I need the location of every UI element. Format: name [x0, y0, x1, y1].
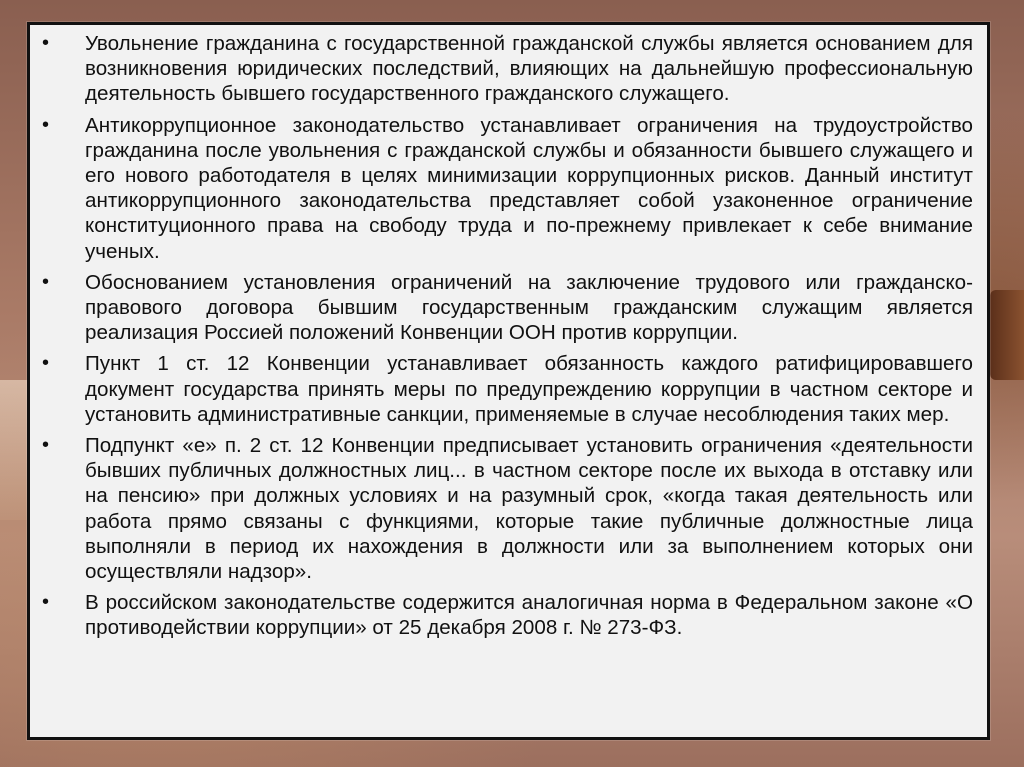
bullet-icon: • [42, 352, 50, 375]
slide-text-panel [27, 22, 990, 740]
bullet-item [42, 590, 973, 640]
bullet-item [42, 351, 973, 427]
bullet-item [42, 433, 973, 584]
bullet-icon: • [42, 32, 50, 54]
bullet-icon: • [42, 113, 50, 136]
bullet-text: В российском законодательстве содержится аналогичная норма в Федеральном законе «О противодействии коррупции» от 25 декабря 2008 г. № 273-ФЗ. [85, 591, 973, 640]
bullet-text: Увольнение гражданина с государственной гражданской службы является основанием для возникновения юридических последствий, влияющих на дальнейшую профессиональную деятельность бывшего государственного гражданского служащего. [85, 32, 973, 106]
bullet-text: Подпункт «е» п. 2 ст. 12 Конвенции предписывает установить ограничения «деятельности бывших публичных должностных лиц... в частном секторе после их выхода в отставку или на пенсию» при должных условиях и на разумный срок, «когда такая деятельность или работа прямо связаны с функциями, которые такие публичные должностные лица выполняли в период их нахождения в должности или за выполнением которых они осуществляли надзор». [85, 434, 973, 584]
bullet-icon: • [42, 270, 50, 293]
bullet-text: Антикоррупционное законодательство устанавливает ограничения на трудоустройство гражданина после увольнения с гражданской службы и обязанности бывшего служащего и его нового работодателя в целях минимизации коррупционных рисков. Данный институт антикоррупционного законодательства представляет собой узаконенное ограничение конституционного права на свободу труда и по-прежнему привлекает к себе внимание ученых. [85, 113, 973, 263]
bullet-text: Обоснованием установления ограничений на заключение трудового или гражданско-правового договора бывшим государственным гражданским служащим является реализация Россией положений Конвенции ООН против коррупции. [85, 270, 973, 345]
bullet-list [30, 25, 987, 641]
background-decor-right [990, 290, 1024, 380]
bullet-icon: • [42, 591, 50, 614]
bullet-item [42, 113, 973, 264]
bullet-item [42, 270, 973, 346]
bullet-item [42, 31, 973, 107]
bullet-text: Пункт 1 ст. 12 Конвенции устанавливает обязанность каждого ратифицировавшего документ государства принять меры по предупреждению коррупции в частном секторе и установить административные санкции, применяемые в случае несоблюдения таких мер. [85, 352, 973, 426]
bullet-icon: • [42, 434, 50, 457]
